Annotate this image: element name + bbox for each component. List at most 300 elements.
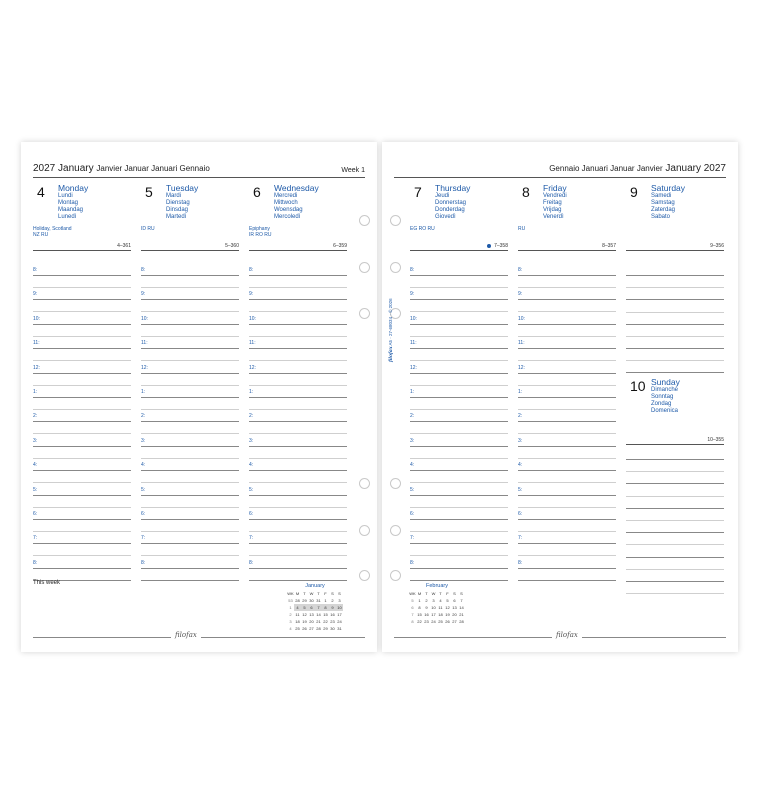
hour-line[interactable] <box>33 397 131 398</box>
hour-line[interactable] <box>141 421 239 422</box>
hour-label: 8: <box>410 267 415 273</box>
mini-calendar-grid <box>287 590 343 632</box>
sunday-line[interactable] <box>626 483 724 484</box>
hour-line[interactable] <box>410 373 508 374</box>
day-names <box>274 184 319 221</box>
half-hour-line[interactable] <box>249 311 347 312</box>
hour-label: 11: <box>518 340 525 347</box>
day-count-text: 4–361 <box>117 243 131 249</box>
hour-line[interactable] <box>141 299 239 300</box>
half-hour-line[interactable] <box>249 409 347 410</box>
half-hour-line[interactable] <box>410 287 508 288</box>
mini-calendar-day: 11 <box>438 604 443 610</box>
hour-line[interactable] <box>518 470 616 471</box>
mini-calendar-header: T <box>425 590 428 596</box>
saturday-line[interactable] <box>626 360 724 361</box>
hour-label: 7: <box>249 535 254 542</box>
day-count: 10–355 <box>707 437 724 443</box>
sunday-line[interactable] <box>626 496 724 497</box>
weekend-separator <box>626 372 724 373</box>
day-count <box>225 243 239 249</box>
sunday-line[interactable] <box>626 520 724 521</box>
hour-line[interactable] <box>249 348 347 349</box>
hour-line[interactable] <box>141 373 239 374</box>
mini-calendar-day: 31 <box>337 625 342 631</box>
half-hour-line[interactable] <box>33 507 131 508</box>
half-hour-line[interactable] <box>410 482 508 483</box>
half-hour-line[interactable] <box>141 287 239 288</box>
hour-line[interactable] <box>141 470 239 471</box>
blue-dot-icon <box>487 244 491 248</box>
mini-calendar-day: 19 <box>302 618 307 624</box>
hour-label: 1: <box>249 389 254 395</box>
hour-label: 8: <box>249 267 254 273</box>
mini-calendar-day: 5 <box>301 604 308 611</box>
hour-line[interactable] <box>33 421 131 422</box>
hour-label: 6: <box>410 511 415 517</box>
mini-calendar-header: WK <box>409 590 416 596</box>
sunday-line[interactable] <box>626 508 724 509</box>
half-hour-line[interactable] <box>33 311 131 312</box>
hour-label: 5: <box>141 486 146 493</box>
mini-calendar-day: 16 <box>330 611 335 617</box>
mini-calendar-day: 8 <box>418 604 421 610</box>
hour-label: 11: <box>141 340 148 347</box>
day-names <box>435 184 470 221</box>
mini-calendar-day: 14 <box>459 604 464 610</box>
half-hour-line[interactable] <box>141 458 239 459</box>
sunday-line[interactable] <box>626 471 724 472</box>
mini-calendar-header: W <box>431 590 436 596</box>
day-name-translation: Mercredi <box>274 193 298 199</box>
saturday-line[interactable] <box>626 312 724 313</box>
hour-line[interactable] <box>249 373 347 374</box>
half-hour-line[interactable] <box>141 360 239 361</box>
saturday-line[interactable] <box>626 348 724 349</box>
half-hour-line[interactable] <box>33 360 131 361</box>
hour-label: 9: <box>410 291 415 298</box>
hour-label: 2: <box>518 413 523 420</box>
punch-hole <box>390 525 401 536</box>
day-name-translation: Montag <box>58 200 79 206</box>
day-name-translation: Domenica <box>651 408 679 414</box>
mini-calendar-day: 23 <box>424 618 429 624</box>
hour-line[interactable] <box>141 275 239 276</box>
left-page-header <box>33 160 365 178</box>
day-number: 4 <box>37 184 45 200</box>
mini-calendar-header: M <box>417 590 422 596</box>
half-hour-line[interactable] <box>249 555 347 556</box>
day-name-translation: Dimanche <box>651 387 679 393</box>
day-name-translation: Donderdag <box>435 207 465 213</box>
side-print <box>388 298 394 362</box>
punch-hole <box>359 570 370 581</box>
day-names <box>58 184 88 221</box>
half-hour-line[interactable] <box>410 507 508 508</box>
hour-line[interactable] <box>33 470 131 471</box>
mini-calendar-day: 9 <box>329 604 336 611</box>
mini-calendar-day: 29 <box>323 625 328 631</box>
half-hour-line[interactable] <box>518 482 616 483</box>
half-hour-line[interactable] <box>410 458 508 459</box>
half-hour-line[interactable] <box>249 531 347 532</box>
hour-line[interactable] <box>518 421 616 422</box>
holiday-note: EG RO RU <box>410 226 435 232</box>
hour-line[interactable] <box>141 446 239 447</box>
hour-line[interactable] <box>249 397 347 398</box>
mini-calendar-week: 6 <box>411 604 414 610</box>
day-count-text: 5–360 <box>225 243 239 249</box>
hour-line[interactable] <box>141 543 239 544</box>
mini-calendar-day: 16 <box>424 611 429 617</box>
hour-line[interactable] <box>518 373 616 374</box>
half-hour-line[interactable] <box>141 482 239 483</box>
mini-calendar-day: 20 <box>452 611 457 617</box>
mini-calendar-day: 6 <box>308 604 315 611</box>
mini-calendar-day: 10 <box>431 604 436 610</box>
hour-line[interactable] <box>33 519 131 520</box>
half-hour-line[interactable] <box>249 433 347 434</box>
saturday-line[interactable] <box>626 275 724 276</box>
mini-calendar-header: S <box>460 590 463 596</box>
half-hour-line[interactable] <box>141 555 239 556</box>
mini-calendar-title: January <box>305 583 325 589</box>
hour-label: 7: <box>518 535 523 542</box>
day-number: 9 <box>630 184 638 200</box>
day-names <box>651 184 685 221</box>
hour-line[interactable] <box>410 397 508 398</box>
sunday-line[interactable] <box>626 593 724 594</box>
day-name-translation: Mardi <box>166 193 182 199</box>
mini-calendar-day: 15 <box>323 611 328 617</box>
hour-label: 9: <box>518 291 523 298</box>
half-hour-line[interactable] <box>141 409 239 410</box>
saturday-line[interactable] <box>626 287 724 288</box>
hour-label: 3: <box>410 437 415 444</box>
hour-label: 6: <box>33 511 38 517</box>
mini-calendar-day: 22 <box>323 618 328 624</box>
sunday-line[interactable] <box>626 532 724 533</box>
hour-label: 9: <box>33 291 38 298</box>
half-hour-line[interactable] <box>518 531 616 532</box>
half-hour-line[interactable] <box>33 555 131 556</box>
day-count <box>602 243 616 249</box>
half-hour-line[interactable] <box>518 507 616 508</box>
punch-hole <box>390 478 401 489</box>
side-brand: filofax <box>389 346 394 362</box>
half-hour-line[interactable] <box>249 385 347 386</box>
hour-line[interactable] <box>518 568 616 569</box>
sunday-line[interactable] <box>626 581 724 582</box>
half-hour-line[interactable] <box>33 385 131 386</box>
hour-label: 4: <box>410 462 415 469</box>
half-hour-line[interactable] <box>518 287 616 288</box>
left-page-title <box>33 163 210 174</box>
mini-calendar-day: 1 <box>418 597 421 603</box>
hour-label: 4: <box>141 462 146 469</box>
half-hour-line[interactable] <box>518 311 616 312</box>
hour-line[interactable] <box>141 495 239 496</box>
half-hour-line[interactable] <box>518 385 616 386</box>
hour-line[interactable] <box>410 299 508 300</box>
hour-label: 10: <box>33 315 40 322</box>
half-hour-line[interactable] <box>410 531 508 532</box>
hour-line[interactable] <box>33 324 131 325</box>
mini-calendar-day: 18 <box>438 611 443 617</box>
day-count <box>333 243 347 249</box>
hour-line[interactable] <box>33 495 131 496</box>
mini-calendar-header: S <box>331 590 334 596</box>
hour-label: 11: <box>33 340 40 347</box>
hour-label: 2: <box>249 413 254 420</box>
mini-calendar-day: 12 <box>445 604 450 610</box>
day-number: 6 <box>253 184 261 200</box>
day-header-line <box>249 250 347 251</box>
day-names <box>543 184 567 221</box>
hour-label: 8: <box>33 559 38 566</box>
half-hour-line[interactable] <box>33 458 131 459</box>
hour-label: 4: <box>518 462 523 469</box>
hour-label: 2: <box>141 413 146 420</box>
half-hour-line[interactable] <box>410 555 508 556</box>
hour-line[interactable] <box>518 348 616 349</box>
half-hour-line[interactable] <box>249 507 347 508</box>
hour-line[interactable] <box>141 348 239 349</box>
mini-calendar-header: W <box>309 590 314 596</box>
sunday-line[interactable] <box>626 544 724 545</box>
mini-calendar-day: 26 <box>302 625 307 631</box>
mini-calendar-day: 27 <box>309 625 314 631</box>
mini-calendar-week: 53 <box>288 597 293 603</box>
half-hour-line[interactable] <box>33 482 131 483</box>
hour-line[interactable] <box>141 519 239 520</box>
half-hour-line[interactable] <box>141 311 239 312</box>
hour-label: 12: <box>518 364 525 371</box>
hour-line[interactable] <box>249 275 347 276</box>
saturday-line[interactable] <box>626 324 724 325</box>
half-hour-line[interactable] <box>410 409 508 410</box>
hour-line[interactable] <box>410 275 508 276</box>
mini-calendar-week: 5 <box>411 597 414 603</box>
half-hour-line[interactable] <box>518 433 616 434</box>
hour-line[interactable] <box>518 495 616 496</box>
hour-label: 4: <box>249 462 254 469</box>
day-header-line <box>141 250 239 251</box>
hour-label: 10: <box>249 315 256 322</box>
day-name-translation: Vendredi <box>543 193 567 199</box>
month-translations: Janvier Januar Januari Gennaio <box>96 164 210 173</box>
hour-line[interactable] <box>249 495 347 496</box>
hour-line[interactable] <box>249 299 347 300</box>
half-hour-line[interactable] <box>33 531 131 532</box>
holiday-note: Holiday, Scotland NZ RU <box>33 226 72 238</box>
hour-line[interactable] <box>518 543 616 544</box>
mini-calendar-header: T <box>317 590 320 596</box>
mini-calendar-day: 4 <box>439 597 442 603</box>
hour-label: 10: <box>518 315 525 322</box>
hour-line[interactable] <box>33 543 131 544</box>
filofax-logo: filofax <box>171 631 201 639</box>
day-names <box>166 184 198 221</box>
day-name: Wednesday <box>274 183 319 193</box>
half-hour-line[interactable] <box>410 433 508 434</box>
mini-calendar-header: S <box>453 590 456 596</box>
day-count-text: 7–358 <box>494 243 508 249</box>
half-hour-line[interactable] <box>141 507 239 508</box>
hour-line[interactable] <box>410 543 508 544</box>
hour-line[interactable] <box>249 519 347 520</box>
hour-label: 8: <box>518 559 523 566</box>
half-hour-line[interactable] <box>33 287 131 288</box>
mini-calendar-day: 11 <box>295 611 300 617</box>
half-hour-line[interactable] <box>249 360 347 361</box>
day-count <box>487 243 508 249</box>
hour-label: 1: <box>518 389 523 395</box>
day-name: Thursday <box>435 183 471 193</box>
hour-label: 7: <box>141 535 146 542</box>
hour-line[interactable] <box>518 324 616 325</box>
day-end-line <box>410 580 508 581</box>
mini-calendar-day: 19 <box>445 611 450 617</box>
hour-line[interactable] <box>249 324 347 325</box>
hour-label: 11: <box>249 340 256 347</box>
day-name-translation: Jeudi <box>435 193 450 199</box>
hour-line[interactable] <box>141 324 239 325</box>
hour-line[interactable] <box>518 446 616 447</box>
hour-line[interactable] <box>410 519 508 520</box>
day-count <box>710 243 724 249</box>
hour-line[interactable] <box>249 543 347 544</box>
mini-calendar-january <box>287 583 343 632</box>
hour-line[interactable] <box>410 348 508 349</box>
mini-calendar-day: 10 <box>337 604 342 610</box>
day-header-line <box>626 250 724 251</box>
hour-line[interactable] <box>518 519 616 520</box>
hour-line[interactable] <box>33 275 131 276</box>
mini-calendar-day: 3 <box>338 597 341 603</box>
half-hour-line[interactable] <box>141 433 239 434</box>
hour-line[interactable] <box>410 324 508 325</box>
mini-calendar-week: 3 <box>289 618 292 624</box>
mini-calendar-day: 28 <box>295 597 300 603</box>
hour-label: 3: <box>33 437 38 444</box>
hour-line[interactable] <box>141 397 239 398</box>
half-hour-line[interactable] <box>518 458 616 459</box>
mini-calendar-header: M <box>295 590 300 596</box>
day-name-translation: Samedi <box>651 193 672 199</box>
day-name: Tuesday <box>166 183 199 193</box>
hour-line[interactable] <box>33 299 131 300</box>
mini-calendar-week: 4 <box>289 625 292 631</box>
half-hour-line[interactable] <box>249 287 347 288</box>
half-hour-line[interactable] <box>518 409 616 410</box>
mini-calendar-day: 7 <box>460 597 463 603</box>
hour-label: 12: <box>141 364 148 371</box>
half-hour-line[interactable] <box>410 385 508 386</box>
saturday-line[interactable] <box>626 336 724 337</box>
hour-line[interactable] <box>518 397 616 398</box>
mini-calendar-header: T <box>303 590 306 596</box>
sunday-line[interactable] <box>626 459 724 460</box>
punch-hole <box>390 215 401 226</box>
mini-calendar-week: 8 <box>411 618 414 624</box>
mini-calendar-day: 22 <box>417 618 422 624</box>
hour-label: 4: <box>33 462 38 469</box>
half-hour-line[interactable] <box>33 433 131 434</box>
hour-line[interactable] <box>410 495 508 496</box>
sunday-line[interactable] <box>626 569 724 570</box>
mini-calendar-day: 25 <box>438 618 443 624</box>
hour-line[interactable] <box>410 421 508 422</box>
half-hour-line[interactable] <box>249 458 347 459</box>
half-hour-line[interactable] <box>33 336 131 337</box>
hour-line[interactable] <box>33 568 131 569</box>
half-hour-line[interactable] <box>141 336 239 337</box>
mini-calendar-day: 7 <box>315 604 322 611</box>
saturday-line[interactable] <box>626 299 724 300</box>
half-hour-line[interactable] <box>410 336 508 337</box>
hour-line[interactable] <box>410 568 508 569</box>
hour-label: 6: <box>141 511 146 517</box>
half-hour-line[interactable] <box>249 482 347 483</box>
mini-calendar-day: 12 <box>302 611 307 617</box>
hour-line[interactable] <box>410 470 508 471</box>
day-name: Monday <box>58 183 89 193</box>
sunday-line[interactable] <box>626 557 724 558</box>
half-hour-line[interactable] <box>410 311 508 312</box>
half-hour-line[interactable] <box>249 336 347 337</box>
hour-line[interactable] <box>249 446 347 447</box>
holiday-note: RU <box>518 226 526 232</box>
half-hour-line[interactable] <box>518 336 616 337</box>
day-number: 8 <box>522 184 530 200</box>
hour-label: 8: <box>518 267 523 273</box>
mini-calendar-day: 13 <box>309 611 314 617</box>
hour-line[interactable] <box>249 568 347 569</box>
hour-line[interactable] <box>249 470 347 471</box>
half-hour-line[interactable] <box>141 385 239 386</box>
hour-line[interactable] <box>518 275 616 276</box>
hour-line[interactable] <box>33 348 131 349</box>
mini-calendar-header: F <box>446 590 449 596</box>
half-hour-line[interactable] <box>33 409 131 410</box>
hour-line[interactable] <box>518 299 616 300</box>
mini-calendar-day: 18 <box>295 618 300 624</box>
day-name-translation: Zaterdag <box>651 207 676 213</box>
hour-line[interactable] <box>33 446 131 447</box>
half-hour-line[interactable] <box>518 555 616 556</box>
half-hour-line[interactable] <box>518 360 616 361</box>
mini-calendar-day: 4 <box>294 604 301 611</box>
hour-line[interactable] <box>33 373 131 374</box>
punch-hole <box>359 478 370 489</box>
mini-calendar-day: 24 <box>431 618 436 624</box>
hour-line[interactable] <box>141 568 239 569</box>
mini-calendar-day: 17 <box>431 611 436 617</box>
hour-line[interactable] <box>249 421 347 422</box>
day-name-translation: Vrijdag <box>543 207 562 213</box>
mini-calendar-title: February <box>425 583 448 589</box>
half-hour-line[interactable] <box>410 360 508 361</box>
hour-label: 1: <box>141 389 146 395</box>
hour-label: 10: <box>141 315 148 322</box>
hour-label: 12: <box>33 364 40 371</box>
hour-label: 8: <box>410 559 415 566</box>
day-name-translation: Dinsdag <box>166 207 189 213</box>
day-name-translation: Mercoledì <box>274 214 301 220</box>
hour-line[interactable] <box>410 446 508 447</box>
half-hour-line[interactable] <box>141 531 239 532</box>
